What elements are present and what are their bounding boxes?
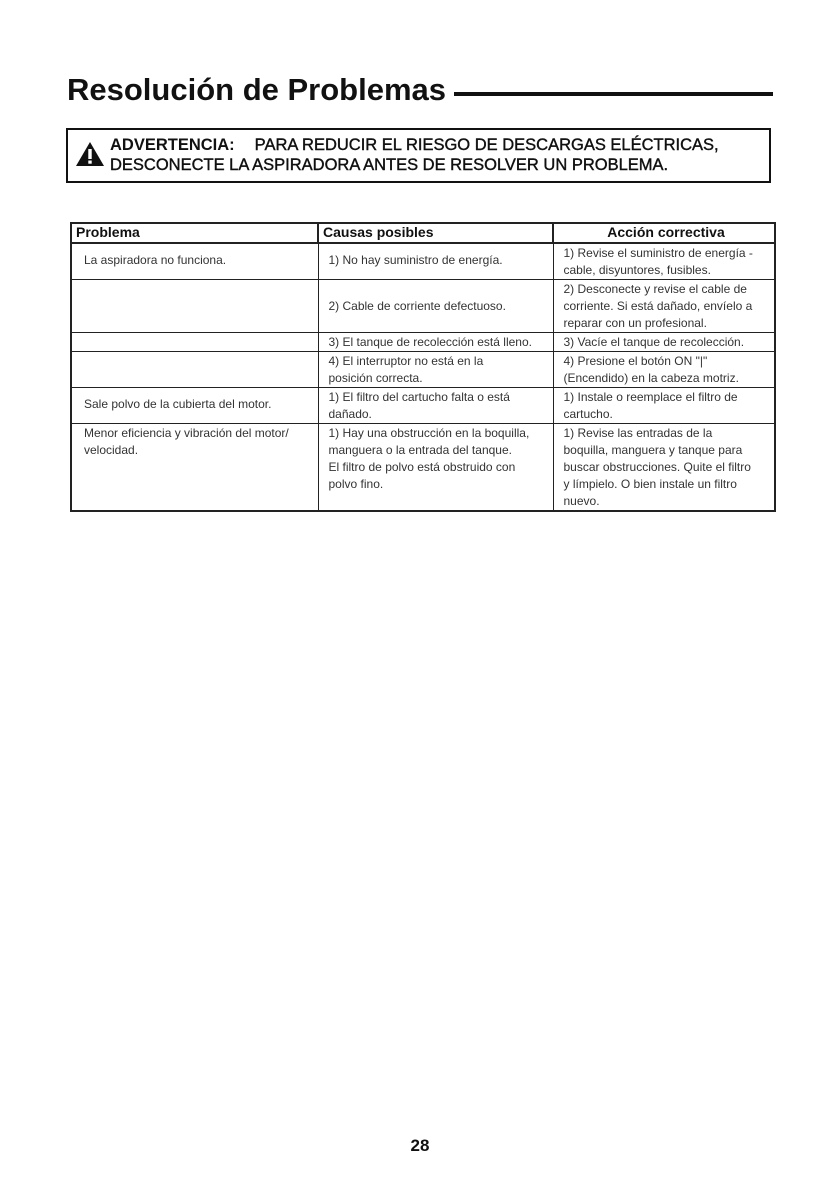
cause-cell	[318, 280, 553, 333]
problem-cell	[71, 280, 318, 333]
action-cell	[553, 280, 775, 333]
cause-text-line: manguera o la entrada del tanque.	[328, 443, 512, 457]
action-text-line: 1) Instale o reemplace el filtro de	[563, 390, 738, 404]
cause-text-line: El filtro de polvo está obstruido con	[328, 460, 516, 474]
problem-cell	[71, 424, 318, 512]
action-cell	[553, 333, 775, 352]
cause-text-line: 1) No hay suministro de energía.	[328, 253, 503, 267]
table-row	[71, 280, 775, 333]
troubleshooting-table	[70, 222, 776, 512]
problem-text-line: Sale polvo de la cubierta del motor.	[84, 397, 272, 411]
title-rule	[454, 92, 773, 96]
warning-line-1	[110, 135, 719, 155]
cause-cell	[318, 388, 553, 424]
cause-text-line: posición correcta.	[328, 371, 423, 385]
problem-cell	[71, 243, 318, 280]
cause-cell	[318, 333, 553, 352]
problem-text-line: Menor eficiencia y vibración del motor/	[84, 426, 289, 440]
cause-text-line: 1) El filtro del cartucho falta o está	[328, 390, 510, 404]
warning-triangle-icon	[75, 141, 105, 167]
action-text-line: boquilla, manguera y tanque para	[563, 443, 743, 457]
action-text-line: cable, disyuntores, fusibles.	[563, 263, 711, 277]
warning-box	[66, 128, 771, 183]
page-title: Resolución de Problemas	[67, 72, 446, 107]
action-text-line: reparar con un profesional.	[563, 316, 707, 330]
problem-cell	[71, 333, 318, 352]
header-action: Acción correctiva	[553, 223, 775, 243]
page-number: 28	[410, 1136, 430, 1155]
cause-cell	[318, 352, 553, 388]
action-text-line: 1) Revise las entradas de la	[563, 426, 713, 440]
problem-cell	[71, 388, 318, 424]
header-problem: Problema	[71, 223, 318, 243]
warning-text-1: PARA REDUCIR EL RIESGO DE DESCARGAS ELÉCTRICAS,	[254, 136, 719, 154]
action-text-line: corriente. Si está dañado, envíelo a	[563, 299, 753, 313]
table-row	[71, 388, 775, 424]
cause-text-line: 3) El tanque de recolección está lleno.	[328, 335, 532, 349]
action-text-line: (Encendido) en la cabeza motriz.	[563, 371, 739, 385]
cause-cell	[318, 424, 553, 512]
table-row	[71, 333, 775, 352]
action-cell	[553, 352, 775, 388]
cause-text-line: polvo fino.	[328, 477, 384, 491]
cause-text-line: 4) El interruptor no está en la	[328, 354, 484, 368]
action-cell	[553, 388, 775, 424]
action-text-line: y límpielo. O bien instale un filtro	[563, 477, 737, 491]
action-text-line: 2) Desconecte y revise el cable de	[563, 282, 747, 296]
problem-cell	[71, 352, 318, 388]
action-cell	[553, 424, 775, 512]
problem-text-line: velocidad.	[84, 443, 139, 457]
warning-text-2: DESCONECTE LA ASPIRADORA ANTES DE RESOLVER UN PROBLEMA.	[110, 156, 669, 174]
cause-text-line: 2) Cable de corriente defectuoso.	[328, 299, 506, 313]
cause-text-line: dañado.	[328, 407, 372, 421]
header-causes: Causas posibles	[318, 223, 553, 243]
action-text-line: 4) Presione el botón ON "|"	[563, 354, 708, 368]
action-cell	[553, 243, 775, 280]
action-text-line: nuevo.	[563, 494, 600, 508]
warning-label: ADVERTENCIA:	[110, 136, 235, 154]
table-row	[71, 352, 775, 388]
table-header-row	[71, 223, 775, 243]
table-row	[71, 424, 775, 512]
cause-text-line: 1) Hay una obstrucción en la boquilla,	[328, 426, 530, 440]
table-row	[71, 243, 775, 280]
action-text-line: cartucho.	[563, 407, 613, 421]
action-text-line: 1) Revise el suministro de energía -	[563, 246, 753, 260]
action-text-line: buscar obstrucciones. Quite el filtro	[563, 460, 751, 474]
page-header	[67, 70, 773, 114]
action-text-line: 3) Vacíe el tanque de recolección.	[563, 335, 745, 349]
problem-text-line: La aspiradora no funciona.	[84, 253, 227, 267]
cause-cell	[318, 243, 553, 280]
